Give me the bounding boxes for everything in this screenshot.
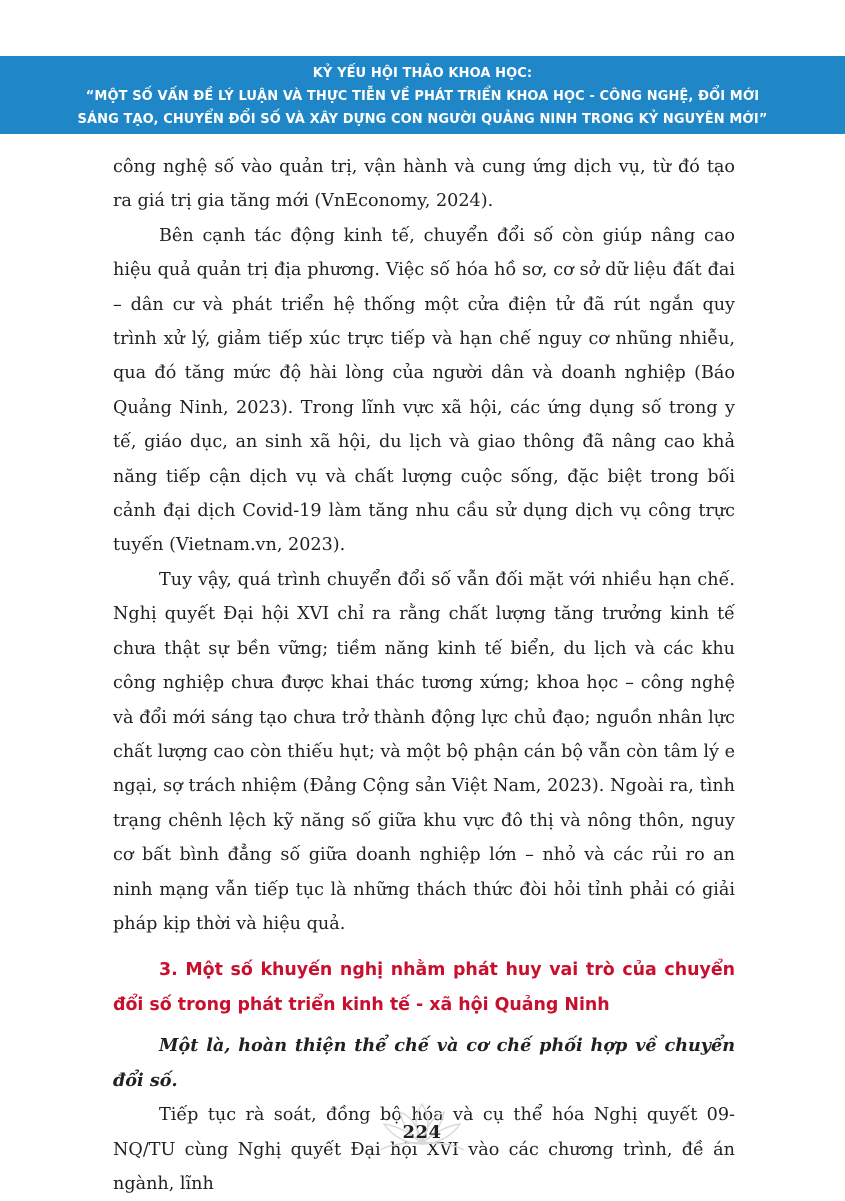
section-heading: 3. Một số khuyến nghị nhằm phát huy vai trò của chuyển đổi số trong phát triển kinh tế - xã hội Quảng Ninh xyxy=(113,960,735,1016)
page-number: 224 xyxy=(402,1122,442,1143)
subheading-recommendation-1: Một là, hoàn thiện thể chế và cơ chế phối hợp về chuyển đổi số. xyxy=(113,1035,735,1091)
header-band xyxy=(0,56,845,134)
paragraph-recommendation-1: Tiếp tục rà soát, đồng bộ hóa và cụ thể hóa Nghị quyết 09-NQ/TU cùng Nghị quyết Đại hội XVI vào các chương trình, đề án ngành, lĩnh xyxy=(113,1105,735,1194)
page-content xyxy=(113,150,735,1201)
header-subtitle-line-2: SÁNG TẠO, CHUYỂN ĐỔI SỐ VÀ XÂY DỰNG CON NGƯỜI QUẢNG NINH TRONG KỶ NGUYÊN MỚI” xyxy=(77,112,768,127)
header-subtitle-line-1: “MỘT SỐ VẤN ĐỀ LÝ LUẬN VÀ THỰC TIỄN VỀ PHÁT TRIỂN KHOA HỌC - CÔNG NGHỆ, ĐỔI MỚI xyxy=(85,89,760,104)
paragraph-continuation: công nghệ số vào quản trị, vận hành và cung ứng dịch vụ, từ đó tạo ra giá trị gia tăng mới (VnEconomy, 2024). xyxy=(113,157,735,212)
header-title: KỶ YẾU HỘI THẢO KHOA HỌC: xyxy=(312,66,533,81)
page-number-block xyxy=(372,1100,472,1168)
paragraph-limitations: Tuy vậy, quá trình chuyển đổi số vẫn đối mặt với nhiều hạn chế. Nghị quyết Đại hội XVI chỉ ra rằng chất lượng tăng trưởng kinh tế chưa thật sự bền vững; tiềm năng kinh tế biển, du lịch và các khu công nghiệp chưa được khai thác tương xứng; khoa học – công nghệ và đổi mới sáng tạo chưa trở thành động lực chủ đạo; nguồn nhân lực chất lượng cao còn thiếu hụt; và một bộ phận cán bộ vẫn còn tâm lý e ngại, sợ trách nhiệm (Đảng Cộng sản Việt Nam, 2023). Ngoài ra, tình trạng chênh lệch kỹ năng số giữa khu vực đô thị và nông thôn, nguy cơ bất bình đẳng số giữa doanh nghiệp lớn – nhỏ và các rủi ro an ninh mạng vẫn tiếp tục là những thách thức đòi hỏi tỉnh phải có giải pháp kịp thời và hiệu quả. xyxy=(113,569,735,934)
paragraph-governance: Bên cạnh tác động kinh tế, chuyển đổi số còn giúp nâng cao hiệu quả quản trị địa phương. Việc số hóa hồ sơ, cơ sở dữ liệu đất đai – dân cư và phát triển hệ thống một cửa điện tử đã rút ngắn quy trình xử lý, giảm tiếp xúc trực tiếp và hạn chế nguy cơ nhũng nhiễu, qua đó tăng mức độ hài lòng của người dân và doanh nghiệp (Báo Quảng Ninh, 2023). Trong lĩnh vực xã hội, các ứng dụng số trong y tế, giáo dục, an sinh xã hội, du lịch và giao thông đã nâng cao khả năng tiếp cận dịch vụ và chất lượng cuộc sống, đặc biệt trong bối cảnh đại dịch Covid-19 làm tăng nhu cầu sử dụng dịch vụ công trực tuyến (Vietnam.vn, 2023). xyxy=(113,225,735,556)
